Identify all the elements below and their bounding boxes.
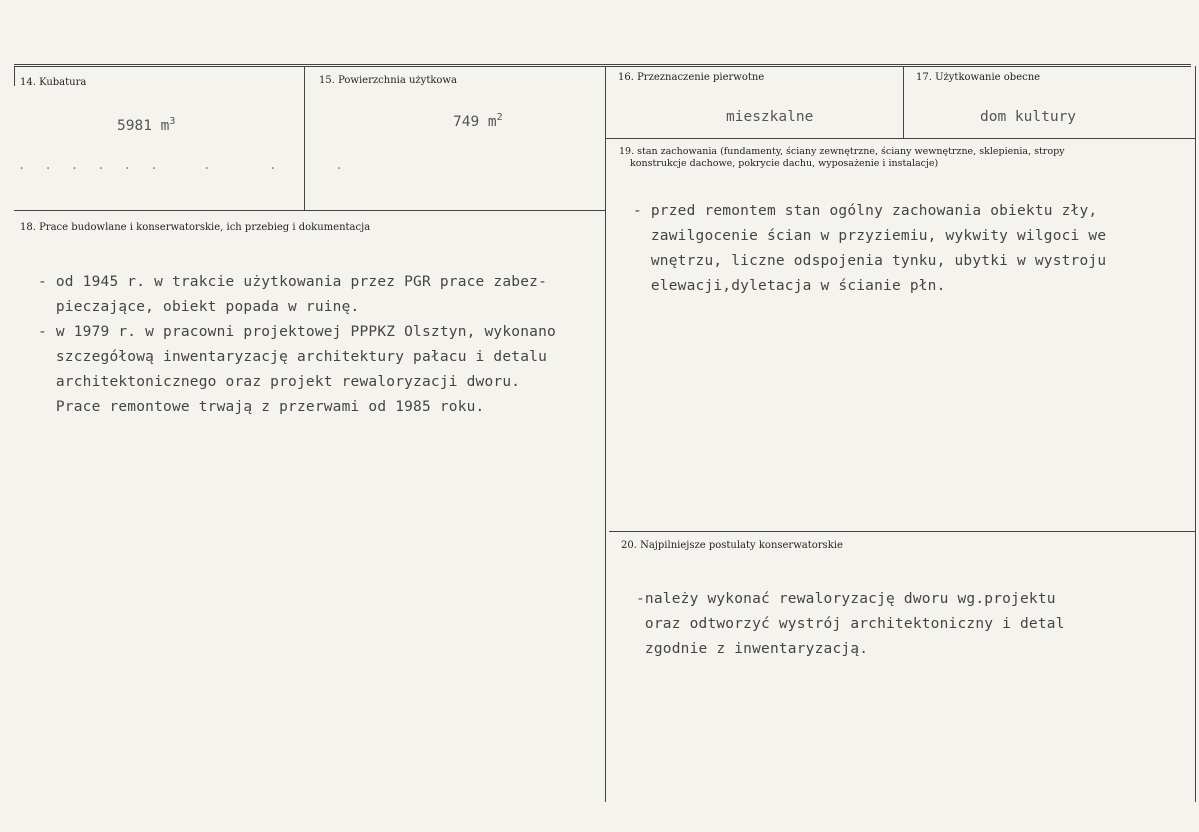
- text-line: -należy wykonać rewaloryzację dworu wg.projektu: [636, 591, 1056, 607]
- text-line: oraz odtworzyć wystrój architektoniczny i detal: [636, 616, 1065, 632]
- divider-14-15: [304, 66, 305, 211]
- divider-16-17: [903, 66, 904, 138]
- right-border: [1195, 66, 1196, 802]
- field-18-label: 18. Prace budowlane i konserwatorskie, ich przebieg i dokumentacja: [20, 222, 371, 233]
- divider-row-20: [609, 531, 1195, 532]
- top-double-rule: [14, 64, 1191, 67]
- center-divider: [605, 66, 606, 802]
- text-line: pieczające, obiekt popada w ruinę.: [38, 299, 360, 315]
- field-14-value: 5981 $m^3$: [117, 116, 176, 134]
- dotted-underline: . . . . . . . . .: [18, 158, 349, 172]
- text-line: zgodnie z inwentaryzacją.: [636, 641, 869, 657]
- text-line: wnętrzu, liczne odspojenia tynku, ubytki w wystroju: [633, 253, 1107, 269]
- field-16-value: mieszkalne: [726, 109, 814, 125]
- text-line: zawilgocenie ścian w przyziemiu, wykwity wilgoci we: [633, 228, 1107, 244]
- field-17-label: 17. Użytkowanie obecne: [916, 72, 1041, 83]
- text-line: szczegółową inwentaryzację architektury pałacu i detalu: [38, 349, 547, 365]
- text-line: architektonicznego oraz projekt rewaloryzacji dworu.: [38, 374, 521, 390]
- field-20-label: 20. Najpilniejsze postulaty konserwatorskie: [621, 540, 843, 551]
- field-19-label-line1: 19. stan zachowania (fundamenty, ściany zewnętrzne, ściany wewnętrzne, sklepienia, stropy: [619, 146, 1065, 157]
- field-15-label: 15. Powierzchnia użytkowa: [319, 75, 457, 86]
- field-16-label: 16. Przeznaczenie pierwotne: [618, 72, 765, 83]
- text-line: Prace remontowe trwają z przerwami od 1985 roku.: [38, 399, 485, 415]
- left-margin-tick: [14, 66, 15, 86]
- divider-row-18: [14, 210, 605, 211]
- text-line: - w 1979 r. w pracowni projektowej PPPKZ Olsztyn, wykonano: [38, 324, 556, 340]
- field-15-value: 749 $m^2$: [453, 112, 503, 130]
- text-line: - przed remontem stan ogólny zachowania obiektu zły,: [633, 203, 1098, 219]
- field-20-text: [636, 562, 1065, 662]
- field-17-value: dom kultury: [980, 109, 1077, 125]
- field-19-text: [633, 174, 1106, 299]
- divider-row-19: [605, 138, 1195, 139]
- text-line: - od 1945 r. w trakcie użytkowania przez PGR prace zabez-: [38, 274, 547, 290]
- field-14-label: 14. Kubatura: [20, 77, 87, 88]
- field-18-text: [38, 245, 556, 420]
- text-line: elewacji,dyletacja w ścianie płn.: [633, 278, 946, 294]
- field-19-label-line2: konstrukcje dachowe, pokrycie dachu, wyposażenie i instalacje): [630, 158, 939, 169]
